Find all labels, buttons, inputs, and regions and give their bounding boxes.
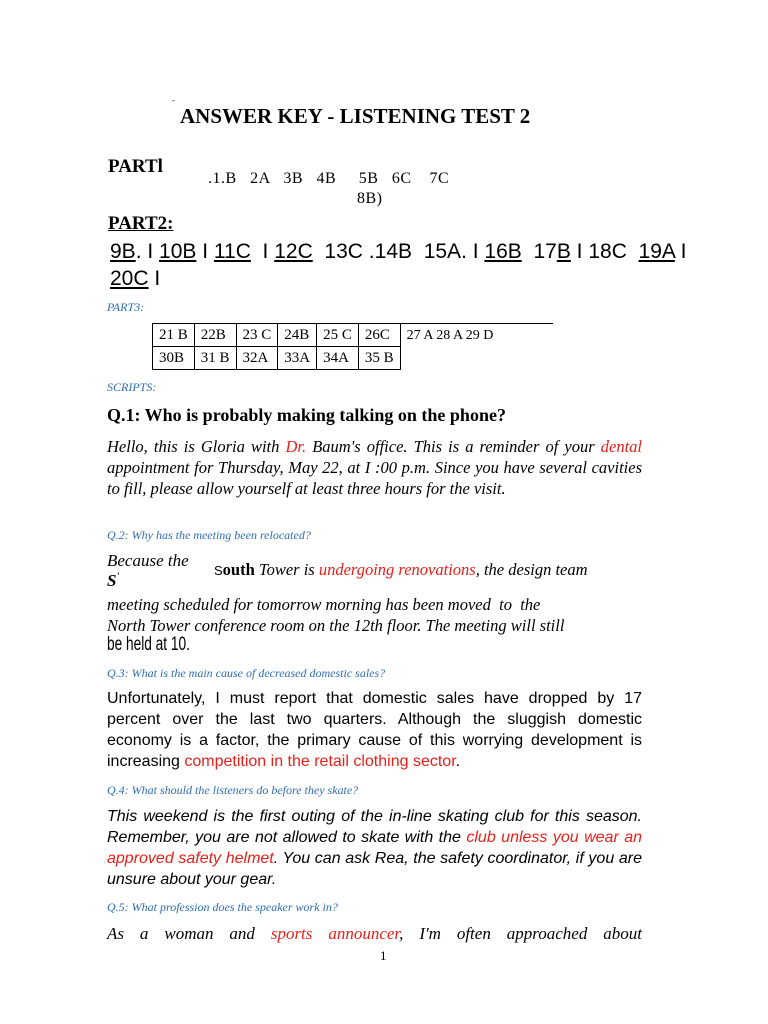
p2l1-token: 13C <box>312 240 369 263</box>
answer-cell-extra: 27 A 28 A 29 D <box>400 324 553 347</box>
answer-cell: 24B <box>278 324 317 347</box>
q2-highlight: undergoing renovations <box>318 560 476 579</box>
q3-highlight: competition in the retail clothing sector <box>184 753 456 770</box>
q2-s-letter <box>107 571 119 591</box>
q1-text-b: Baum's office. This is a reminder of your <box>306 437 601 456</box>
p2l1-token: 9B <box>110 240 136 263</box>
answer-cell: 34A <box>317 347 359 370</box>
p2l1-token: I <box>250 240 275 263</box>
q2-after-red: , the design team <box>475 560 588 579</box>
page-title: ANSWER KEY - LISTENING TEST 2 <box>180 104 531 128</box>
p2l1-token: 17 <box>521 240 557 263</box>
part2-answers-line2 <box>110 267 160 291</box>
scripts-label: SCRIPTS: <box>107 380 157 394</box>
q1-highlight-dr: Dr. <box>285 437 307 456</box>
q2-south-rest: outh <box>222 560 255 579</box>
q2-question: Q.2: Why has the meeting been relocated? <box>107 528 311 542</box>
p2l2-token: 20C <box>110 267 149 290</box>
q2-tower-is: Tower is <box>254 560 319 579</box>
p2l2-token: I <box>148 267 161 290</box>
q2-first-line <box>214 560 588 580</box>
p2l1-token: I <box>570 240 589 263</box>
table-row <box>153 347 553 370</box>
p2l1-token: . I <box>135 240 160 263</box>
part2-label: PART2: <box>108 213 174 234</box>
p2l1-token: 19A <box>638 240 675 263</box>
p2l1-token: 11C <box>213 240 251 263</box>
answer-cell: 26C <box>358 324 400 347</box>
q2-s-letter-text: S <box>107 571 117 590</box>
q1-question: Q.1: Who is probably making talking on the phone? <box>107 405 506 425</box>
q3-script <box>107 688 642 772</box>
answer-cell: 30B <box>153 347 195 370</box>
top-mark: - <box>172 96 175 105</box>
p2l1-token: 10B <box>159 240 197 263</box>
page-number: 1 <box>380 948 387 963</box>
part1-answers-line1: .1.B 2A 3B 4B 5B 6C 7C <box>208 170 450 187</box>
q1-highlight-dental: dental <box>600 437 642 456</box>
p2l1-token: 14B <box>374 240 424 263</box>
answer-cell: 31 B <box>194 347 236 370</box>
answer-cell: 35 B <box>358 347 400 370</box>
q2-south-s: S <box>214 563 223 578</box>
answer-cell: 21 B <box>153 324 195 347</box>
q3-text-a: Unfortunately, I must report that domestic sales have dropped by 17 percent over the last two quarters. Although the sluggish domestic economy is a factor, the primary cause of this worrying development is increasing <box>107 690 642 770</box>
q5-highlight: sports announcer <box>270 924 400 943</box>
answer-cell: 33A <box>278 347 317 370</box>
q5-question: Q.5: What profession does the speaker work in? <box>107 900 338 914</box>
part1-answers-line2: 8B) <box>357 190 383 207</box>
q3-question: Q.3: What is the main cause of decreased domestic sales? <box>107 666 386 680</box>
q1-text-a: Hello, this is Gloria with <box>107 437 286 456</box>
q2-line-c: be held at 10. <box>107 634 190 655</box>
part3-answer-table <box>152 323 553 370</box>
q5-script <box>107 923 642 944</box>
table-row <box>153 324 553 347</box>
q1-script <box>107 436 642 499</box>
p2l1-token: I <box>674 240 687 263</box>
q4-text-b: . You can ask Rea, the safety coordinator, if you are unsure about your gear. <box>107 850 642 888</box>
answer-cell: 25 C <box>317 324 359 347</box>
q4-highlight: club unless you wear an approved safety helmet <box>107 829 643 867</box>
q3-text-b: . <box>455 753 461 770</box>
answer-cell: 32A <box>236 347 278 370</box>
p2l1-token: 15A <box>423 240 462 263</box>
p2l1-token: . I <box>461 240 485 263</box>
p2l1-token: . <box>368 240 375 263</box>
q4-question: Q.4: What should the listeners do before they skate? <box>107 783 359 797</box>
q2-line-b: North Tower conference room on the 12th floor. The meeting will still <box>107 616 565 635</box>
p2l1-token: B <box>556 240 571 263</box>
answer-cell: 22B <box>194 324 236 347</box>
q4-script <box>107 806 642 890</box>
part2-answers-line1 <box>110 240 686 264</box>
q1-text-c: appointment for Thursday, May 22, at I :00 p.m. Since you have several cavities to fill, please allow yourself at least three hours for the visit. <box>107 458 642 498</box>
q2-line-a: meeting scheduled for tomorrow morning has been moved to the <box>107 595 541 614</box>
p2l1-token: 18C <box>588 240 639 263</box>
p2l1-token: 12C <box>274 240 313 263</box>
q4-text-a: This weekend is the first outing of the in-line skating club for this season. Remember, you are not allowed to skate with the <box>107 808 642 846</box>
part1-label: PARTl <box>108 156 163 177</box>
p2l1-token: I <box>196 240 214 263</box>
answer-cell: 23 C <box>236 324 278 347</box>
q2-s-mark: ' <box>116 571 120 583</box>
q5-text-a: As a woman and <box>107 924 271 943</box>
q5-text-b: , I'm often approached about <box>399 924 642 943</box>
p2l1-token: 16B <box>484 240 522 263</box>
q2-because: Because the <box>107 551 189 570</box>
part3-label: PART3: <box>107 300 145 314</box>
